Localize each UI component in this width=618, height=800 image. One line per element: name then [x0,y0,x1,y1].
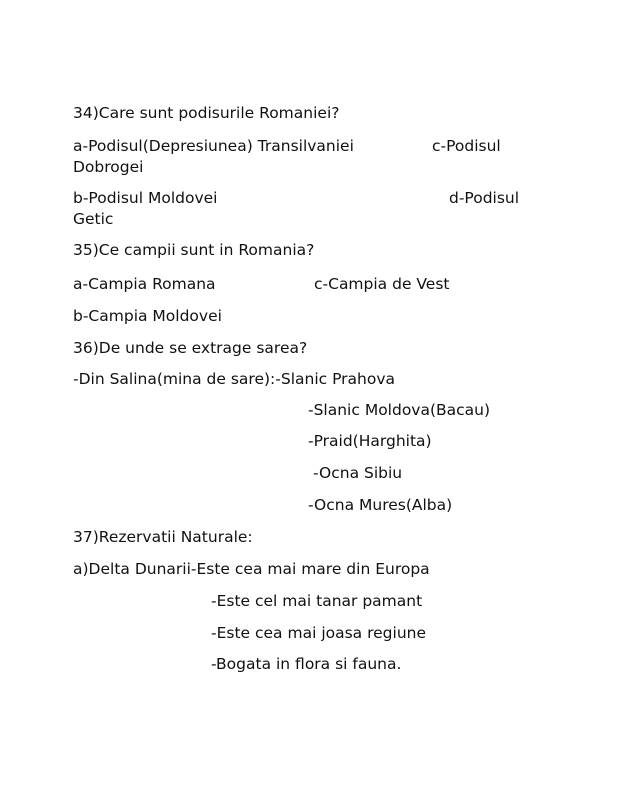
answer-36-intro: -Din Salina(mina de sare):-Slanic Prahova [73,370,396,388]
answer-34-d: d-Podisul [449,189,520,207]
answer-35-a: a-Campia Romana [73,275,216,293]
question-35: 35)Ce campii sunt in Romania? [73,241,315,259]
answer-35-c: c-Campia de Vest [314,275,450,293]
answer-34-d-continued: Getic [73,210,114,228]
answer-34-a: a-Podisul(Depresiunea) Transilvaniei [73,137,354,155]
answer-36-item: -Ocna Mures(Alba) [308,496,453,514]
answer-34-c: c-Podisul [432,137,501,155]
question-37: 37)Rezervatii Naturale: [73,528,253,546]
answer-34-c-continued: Dobrogei [73,158,144,176]
answer-37-item: -Este cea mai joasa regiune [211,624,427,642]
answer-35-b: b-Campia Moldovei [73,307,222,325]
answer-36-item: -Ocna Sibiu [313,464,403,482]
answer-37-item: -Este cel mai tanar pamant [211,592,423,610]
question-34: 34)Care sunt podisurile Romaniei? [73,104,340,122]
answer-36-item: -Slanic Moldova(Bacau) [308,401,491,419]
answer-34-b: b-Podisul Moldovei [73,189,218,207]
answer-37-a: a)Delta Dunarii-Este cea mai mare din Europa [73,560,430,578]
question-36: 36)De unde se extrage sarea? [73,339,308,357]
answer-36-item: -Praid(Harghita) [308,432,432,450]
answer-37-item: -Bogata in flora si fauna. [211,655,402,673]
